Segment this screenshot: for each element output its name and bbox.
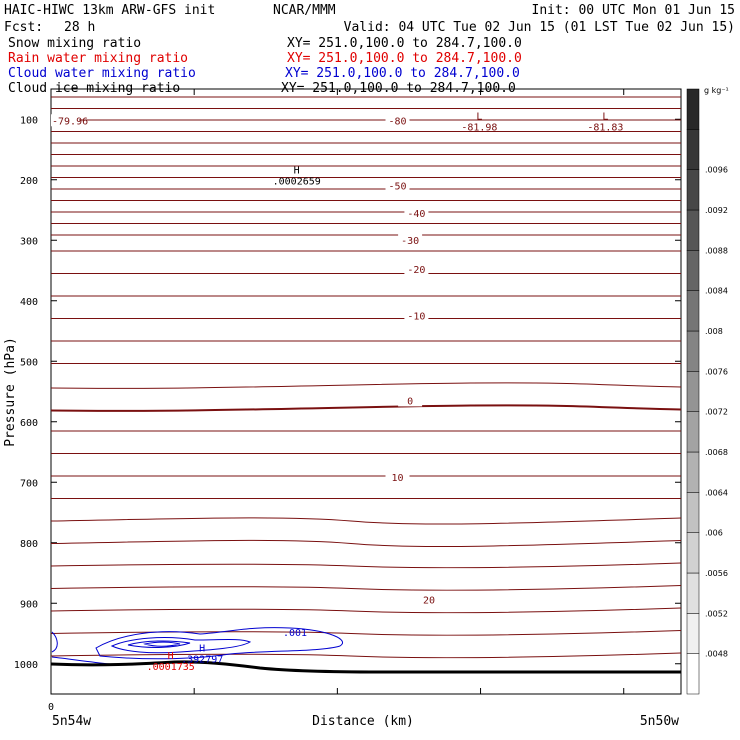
y-tick-label: 100	[19, 115, 38, 127]
field-xy-cloud-water: XY= 251.0,100.0 to 284.7,100.0	[285, 66, 520, 81]
fcst-label: Fcst:	[4, 20, 44, 35]
colorbar-tick-label: .0076	[705, 367, 728, 377]
x-endpoint-left: 5n54w	[52, 714, 92, 729]
isotherm-label: -50	[388, 181, 407, 193]
fcst-value: 28 h	[64, 20, 96, 35]
extremum-marker: H	[199, 643, 206, 655]
org-label: NCAR/MMM	[273, 3, 336, 18]
y-tick-label: 300	[19, 236, 38, 248]
cloud-water-contour-label: .001	[283, 628, 308, 639]
extremum-marker: L	[602, 111, 609, 123]
y-tick-label: 500	[19, 357, 38, 369]
colorbar-segment	[687, 331, 699, 371]
field-xy-snow: XY= 251.0,100.0 to 284.7,100.0	[287, 36, 522, 51]
isotherm-line	[51, 431, 681, 432]
isotherm-line	[51, 251, 681, 252]
isotherm-line	[51, 200, 681, 201]
y-tick-label: 600	[19, 417, 38, 429]
extremum-value: .392797	[181, 654, 224, 666]
colorbar-tick-label: .0048	[705, 649, 728, 659]
x-axis-title: Distance (km)	[312, 714, 414, 729]
isotherm-line	[51, 212, 681, 213]
extremum-marker: H	[293, 165, 300, 177]
isotherm-line	[51, 586, 681, 591]
extremum-value: -81.83	[587, 122, 624, 134]
isotherm-line	[51, 476, 681, 477]
plot-frame	[51, 89, 681, 694]
isotherm-line	[51, 143, 681, 144]
colorbar-tick-label: .0052	[705, 609, 728, 619]
isotherm-label: -40	[407, 208, 426, 220]
colorbar-segment	[687, 533, 699, 573]
isotherm-line	[51, 296, 681, 297]
isotherm-line	[51, 363, 681, 364]
init-label: Init: 00 UTC Mon 01 Jun 15	[531, 3, 735, 18]
isotherm-line	[51, 608, 681, 613]
cloud-water-edge	[52, 632, 57, 652]
y-tick-label: 900	[19, 599, 38, 611]
model-title: HAIC-HIWC 13km ARW-GFS init	[4, 3, 216, 18]
colorbar-segment	[687, 250, 699, 290]
colorbar-segment	[687, 371, 699, 411]
isotherm-line	[51, 498, 681, 499]
colorbar-segment	[687, 210, 699, 250]
y-tick-label: 700	[19, 478, 38, 490]
colorbar-tick-label: .0068	[705, 448, 728, 457]
isotherm-label: -80	[388, 116, 407, 128]
isotherm-label: -30	[401, 236, 420, 248]
colorbar-segment	[687, 654, 699, 694]
field-name-cloud-ice: Cloud ice mixing ratio	[8, 81, 181, 96]
field-legend	[8, 36, 522, 96]
y-axis-title: Pressure (hPa)	[3, 337, 18, 447]
colorbar-segment	[687, 89, 699, 129]
x-tick-zero: 0	[47, 702, 55, 713]
colorbar-segment	[687, 452, 699, 492]
isotherm-line	[51, 341, 681, 342]
isotherm-line	[51, 177, 681, 178]
colorbar-segment	[687, 129, 699, 169]
isotherm-line	[51, 453, 681, 454]
isotherm-line	[51, 235, 681, 236]
isotherm-line	[51, 120, 681, 121]
colorbar-tick-label: .006	[705, 528, 723, 538]
isotherm-line	[51, 518, 681, 524]
isotherm-line	[51, 540, 681, 546]
isotherm-line	[51, 223, 681, 224]
field-name-snow: Snow mixing ratio	[8, 36, 142, 51]
isotherm-line	[51, 383, 681, 389]
y-tick-label: 400	[19, 296, 38, 308]
colorbar	[687, 89, 728, 694]
extremum-value: .0001735	[146, 661, 195, 673]
colorbar-tick-label: .0088	[705, 246, 728, 256]
isotherm-line	[51, 405, 681, 411]
y-tick-label: 1000	[13, 659, 38, 671]
tick-marks	[14, 89, 681, 694]
colorbar-tick-label: .0064	[705, 488, 728, 498]
extremum-marker: H	[167, 650, 174, 662]
isotherm-labels	[51, 114, 441, 606]
colorbar-tick-label: .0084	[705, 286, 728, 296]
extremum-marker: L	[476, 111, 483, 123]
isotherm-label: -10	[407, 311, 426, 323]
isotherm-line	[51, 166, 681, 167]
y-tick-label: 800	[19, 538, 38, 550]
isotherm-line	[51, 563, 681, 568]
field-xy-cloud-ice: XY= 251.0,100.0 to 284.7,100.0	[281, 81, 516, 96]
colorbar-segment	[687, 291, 699, 331]
terrain-line	[51, 662, 681, 672]
isotherm-line	[51, 318, 681, 319]
isotherm-label: 20	[422, 595, 436, 607]
cloud-water-contour-4	[145, 642, 180, 646]
isotherm-label: 0	[407, 396, 414, 408]
field-name-rain: Rain water mixing ratio	[8, 51, 189, 66]
colorbar-segment	[687, 412, 699, 452]
isotherm-label: -20	[407, 265, 426, 277]
isotherm-line	[51, 189, 681, 190]
colorbar-tick-label: .008	[705, 327, 723, 336]
isotherm-line	[51, 653, 681, 658]
colorbar-segment	[687, 170, 699, 210]
isotherm-line	[51, 108, 681, 109]
field-xy-rain: XY= 251.0,100.0 to 284.7,100.0	[287, 51, 522, 66]
colorbar-unit: g kg⁻¹	[704, 86, 729, 95]
isotherm-lines	[51, 97, 681, 658]
isotherm-line	[51, 154, 681, 155]
colorbar-tick-label: .0056	[705, 569, 728, 578]
field-name-cloud-water: Cloud water mixing ratio	[8, 66, 196, 81]
edge-value-label: -79.96	[52, 116, 89, 128]
isotherm-line	[51, 97, 681, 98]
colorbar-tick-label: .0092	[705, 206, 728, 215]
valid-label: Valid: 04 UTC Tue 02 Jun 15 (01 LST Tue 02 Jun 15)	[343, 20, 735, 35]
colorbar-tick-label: .0072	[705, 407, 728, 417]
y-tick-label: 200	[19, 175, 38, 187]
isotherm-line	[51, 273, 681, 274]
colorbar-segment	[687, 613, 699, 653]
isotherm-label: 10	[391, 473, 404, 485]
extremum-value: .0002659	[272, 176, 321, 188]
extremum-value: -81.98	[461, 122, 498, 134]
colorbar-tick-label: .0096	[705, 165, 728, 175]
x-endpoint-right: 5n50w	[639, 714, 679, 729]
colorbar-segment	[687, 573, 699, 613]
colorbar-segment	[687, 492, 699, 532]
